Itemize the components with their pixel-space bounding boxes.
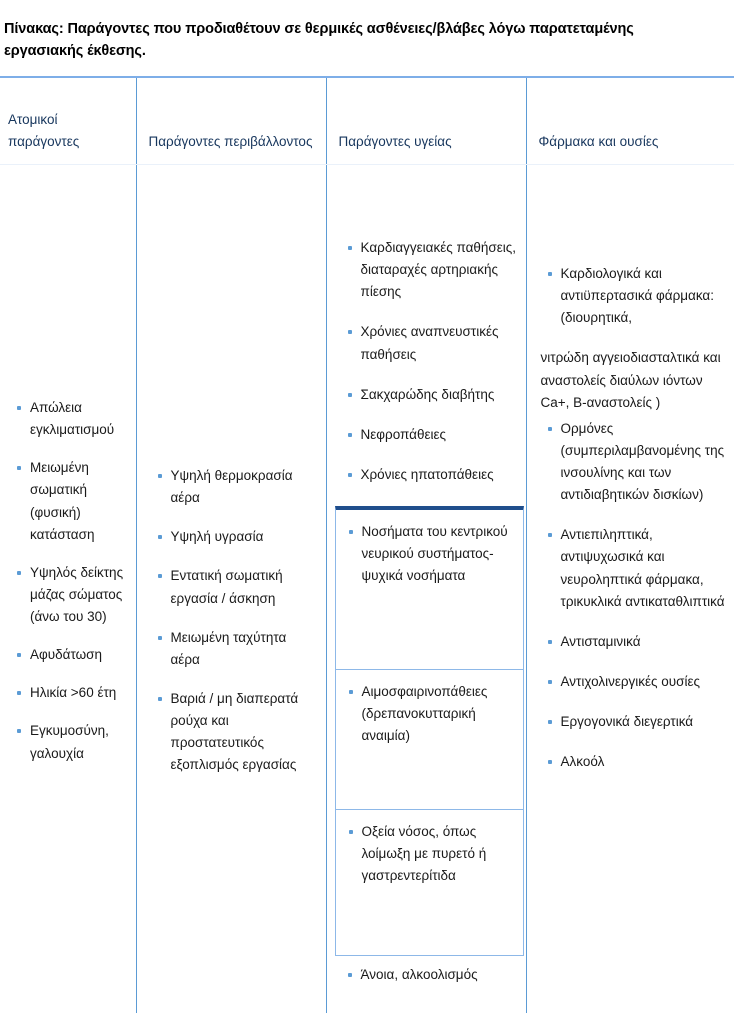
health-factors-trailing-list xyxy=(337,964,518,986)
cell-health-factors xyxy=(326,165,526,1014)
list-item: Άνοια, αλκοολισμός xyxy=(337,964,518,986)
column-header-label: Παράγοντες περιβάλλοντος xyxy=(148,134,313,150)
table-header-row xyxy=(0,78,734,165)
list-item: Αφυδάτωση xyxy=(8,644,130,666)
list-item: Αιμοσφαιρινοπάθειες (δρεπανοκυτταρική αναιμία) xyxy=(340,681,517,747)
list-item: Υψηλός δείκτης μάζας σώματος (άνω του 30) xyxy=(8,562,130,628)
column-header-personal-factors xyxy=(0,78,136,165)
column-header-label: Παράγοντες υγείας xyxy=(338,134,452,150)
list-item: Νεφροπάθειες xyxy=(339,424,518,446)
column-header-environmental-factors xyxy=(136,78,326,165)
drugs-list-first xyxy=(539,263,731,329)
nested-box-cell xyxy=(336,810,523,955)
drugs-list-rest xyxy=(539,418,731,774)
list-item: Εγκυμοσύνη, γαλουχία xyxy=(8,720,130,764)
list-item: Μειωμένη ταχύτητα αέρα xyxy=(149,627,316,671)
page-title: Πίνακας: Παράγοντες που προδιαθέτουν σε θερμικές ασθένειες/βλάβες λόγω παρατεταμένης εργασιακής έκθεσης. xyxy=(4,21,634,60)
column-header-label: Φάρμακα και ουσίες xyxy=(538,134,659,150)
list-item: Χρόνιες αναπνευστικές παθήσεις xyxy=(339,321,518,365)
nested-box-cell xyxy=(336,510,523,670)
list-item: Εντατική σωματική εργασία / άσκηση xyxy=(149,565,316,609)
drugs-and-substances-content xyxy=(527,165,734,773)
health-factors-content xyxy=(327,165,526,986)
list-item: Αντιεπιληπτικά, αντιψυχωσικά και νευροληπτικά φάρμακα, τρικυκλικά αντικαταθλιπτικά xyxy=(539,524,731,613)
list-item: Αντισταμινικά xyxy=(539,631,731,653)
health-factors-list xyxy=(339,237,518,486)
factors-table-container xyxy=(0,76,734,1013)
column-header-label: Ατομικοί παράγοντες xyxy=(8,112,80,150)
personal-factors-list xyxy=(8,397,130,765)
health-factors-after-box xyxy=(335,964,518,986)
nested-list xyxy=(340,681,517,747)
list-item: Σακχαρώδης διαβήτης xyxy=(339,384,518,406)
list-item: Ορμόνες (συμπεριλαμβανομένης της ινσουλίνης και των αντιδιαβητικών δισκίων) xyxy=(539,418,731,507)
list-item: Εργογονικά διεγερτικά xyxy=(539,711,731,733)
list-item: Καρδιαγγειακές παθήσεις, διαταραχές αρτηριακής πίεσης xyxy=(339,237,518,303)
table-body-row xyxy=(0,165,734,1014)
cell-drugs-and-substances xyxy=(526,165,734,1014)
factors-table xyxy=(0,78,734,1013)
list-item: Μειωμένη σωματική (φυσική) κατάσταση xyxy=(8,457,130,546)
list-item: Απώλεια εγκλιματισμού xyxy=(8,397,130,441)
environmental-factors-content xyxy=(137,165,326,776)
nested-list xyxy=(340,521,517,587)
list-item: Υψηλή θερμοκρασία αέρα xyxy=(149,465,316,509)
list-item: Ηλικία >60 έτη xyxy=(8,682,130,704)
list-item: Νοσήματα του κεντρικού νευρικού συστήματος-ψυχικά νοσήματα xyxy=(340,521,517,587)
personal-factors-content xyxy=(0,165,136,765)
list-item: Αντιχολινεργικές ουσίες xyxy=(539,671,731,693)
nested-health-factors-box xyxy=(335,506,524,956)
nested-list xyxy=(340,821,517,887)
cell-personal-factors xyxy=(0,165,136,1014)
list-item: Χρόνιες ηπατοπάθειες xyxy=(339,464,518,486)
cell-environmental-factors xyxy=(136,165,326,1014)
nested-box-cell xyxy=(336,670,523,810)
list-item: Αλκοόλ xyxy=(539,751,731,773)
list-item: Υψηλή υγρασία xyxy=(149,526,316,548)
environmental-factors-list xyxy=(149,465,316,776)
list-item: Οξεία νόσος, όπως λοίμωξη με πυρετό ή γαστρεντερίτιδα xyxy=(340,821,517,887)
column-header-health-factors xyxy=(326,78,526,165)
list-item: Βαριά / μη διαπερατά ρούχα και προστατευτικός εξοπλισμός εργασίας xyxy=(149,688,316,777)
drugs-continuation-paragraph: νιτρώδη αγγειοδιασταλτικά και αναστολείς διαύλων ιόντων Ca+, B-αναστολείς ) xyxy=(540,350,721,410)
list-item: Καρδιολογικά και αντιϋπερτασικά φάρμακα: (διουρητικά, xyxy=(539,263,731,329)
column-header-drugs-and-substances xyxy=(526,78,734,165)
